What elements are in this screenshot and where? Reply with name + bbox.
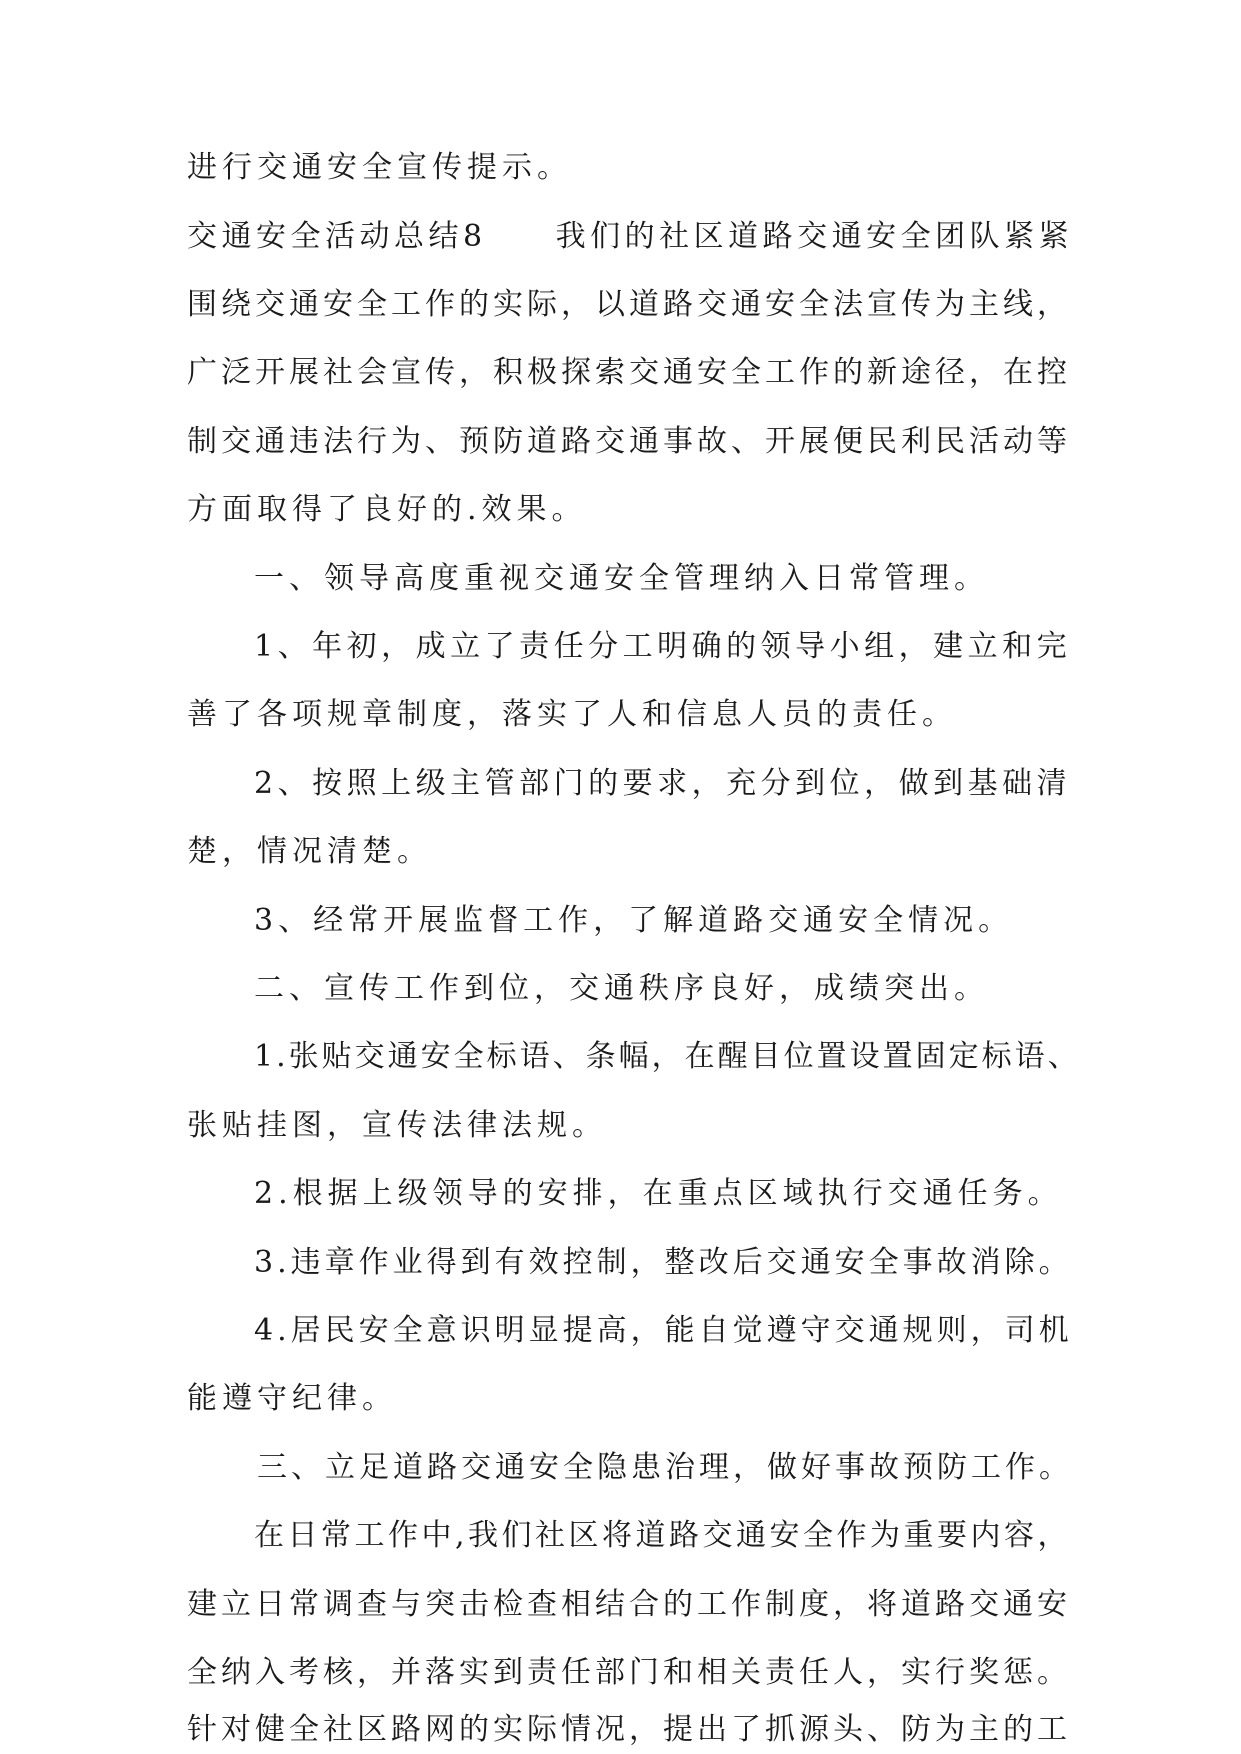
text-line: 三、立足道路交通安全隐患治理，做好事故预防工作。 — [257, 1450, 1073, 1485]
text-line: 能遵守纪律。 — [187, 1381, 397, 1416]
text-line: 3.违章作业得到有效控制，整改后交通安全事故消除。 — [254, 1245, 1073, 1280]
text-line: 制交通违法行为、预防道路交通事故、开展便民利民活动等 — [187, 424, 1071, 459]
text-line: 1、年初，成立了责任分工明确的领导小组，建立和完 — [254, 629, 1072, 664]
text-line: 张贴挂图，宣传法律法规。 — [187, 1108, 607, 1143]
text-line: 楚，情况清楚。 — [187, 834, 432, 869]
text-line: 方面取得了良好的.效果。 — [187, 492, 587, 527]
text-line: 4.居民安全意识明显提高，能自觉遵守交通规则，司机 — [254, 1313, 1073, 1348]
text-line: 善了各项规章制度，落实了人和信息人员的责任。 — [187, 697, 957, 732]
text-line: 2、按照上级主管部门的要求，充分到位，做到基础清 — [254, 766, 1072, 801]
text-line: 围绕交通安全工作的实际，以道路交通安全法宣传为主线， — [187, 287, 1071, 322]
text-line: 二、宣传工作到位，交通秩序良好，成绩突出。 — [254, 971, 989, 1006]
text-line: 在日常工作中,我们社区将道路交通安全作为重要内容， — [254, 1518, 1072, 1553]
text-line: 针对健全社区路网的实际情况，提出了抓源头、防为主的工 — [187, 1712, 1071, 1747]
text-line: 3、经常开展监督工作，了解道路交通安全情况。 — [254, 903, 1014, 938]
text-line: 进行交通安全宣传提示。 — [187, 150, 572, 185]
text-line: 一、领导高度重视交通安全管理纳入日常管理。 — [254, 561, 989, 596]
text-line: 广泛开展社会宣传，积极探索交通安全工作的新途径，在控 — [187, 355, 1071, 390]
text-line: 全纳入考核，并落实到责任部门和相关责任人，实行奖惩。 — [187, 1655, 1071, 1690]
text-line: 建立日常调查与突击检查相结合的工作制度，将道路交通安 — [187, 1587, 1071, 1622]
text-line: 1.张贴交通安全标语、条幅，在醒目位置设置固定标语、 — [254, 1039, 1081, 1074]
text-line: 交通安全活动总结8 我们的社区道路交通安全团队紧紧 — [187, 219, 1074, 254]
text-line: 2.根据上级领导的安排，在重点区域执行交通任务。 — [254, 1176, 1063, 1211]
